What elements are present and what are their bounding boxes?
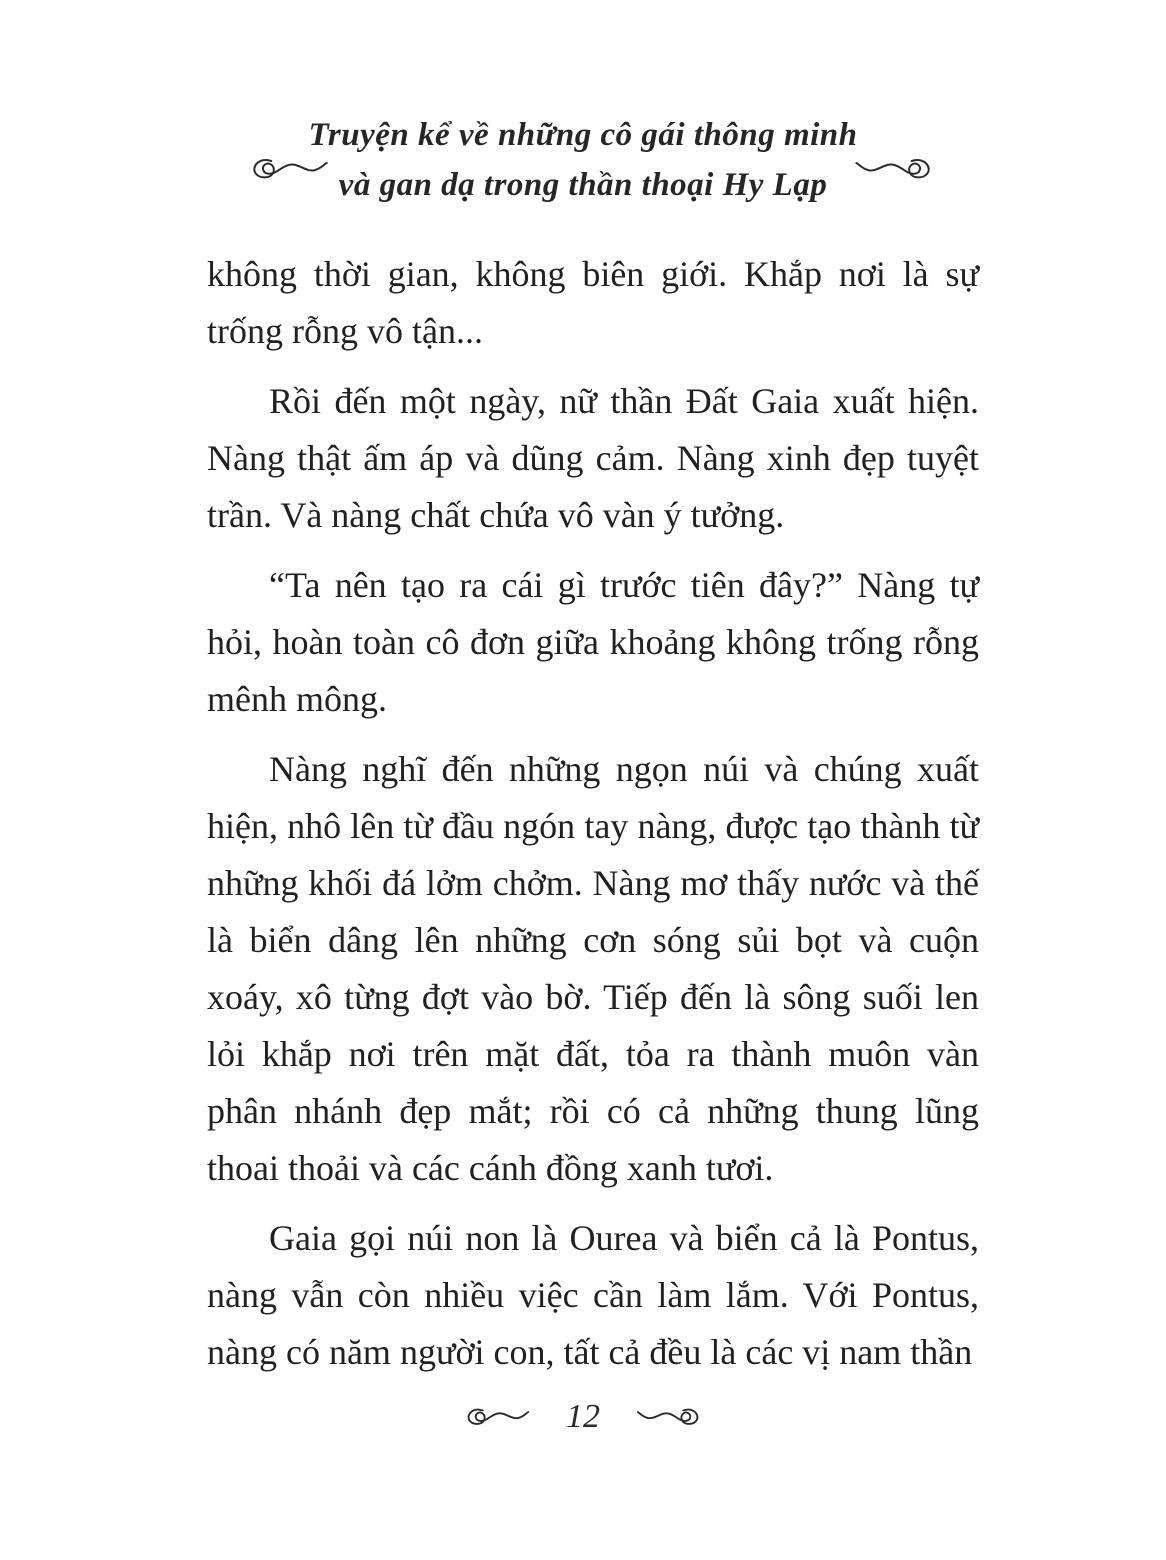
- page-text: [207, 246, 979, 1394]
- book-title-line2: và gan dạ trong thần thoại Hy Lạp: [338, 167, 828, 203]
- page-footer: [0, 1398, 1166, 1436]
- flourish-ornament-icon: [250, 146, 330, 192]
- paragraph: Rồi đến một ngày, nữ thần Đất Gaia xuất hiện. Nàng thật ấm áp và dũng cảm. Nàng xinh đẹp tuyệt trần. Và nàng chất chứa vô vàn ý tưởng.: [207, 381, 979, 535]
- flourish-ornament-icon: [853, 146, 933, 192]
- paragraph: Gaia gọi núi non là Ourea và biển cả là Pontus, nàng vẫn còn nhiều việc cần làm lắm. Với Pontus, nàng có năm người con, tất cả đều là các vị nam thần: [207, 1218, 979, 1372]
- flourish-ornament-icon: [465, 1404, 531, 1430]
- paragraph: Nàng nghĩ đến những ngọn núi và chúng xuất hiện, nhô lên từ đầu ngón tay nàng, được tạo thành từ những khối đá lởm chởm. Nàng mơ thấy nước và thế là biển dâng lên những cơn sóng sủi bọt và cuộn xoáy, xô từng đợt vào bờ. Tiếp đến là sông suối len lỏi khắp nơi trên mặt đất, tỏa ra thành muôn vàn phân nhánh đẹp mắt; rồi có cả những thung lũng thoai thoải và các cánh đồng xanh tươi.: [207, 749, 979, 1188]
- flourish-ornament-icon: [635, 1404, 701, 1430]
- running-header: [0, 110, 1166, 210]
- paragraph: “Ta nên tạo ra cái gì trước tiên đây?” Nàng tự hỏi, hoàn toàn cô đơn giữa khoảng không trống rỗng mênh mông.: [207, 565, 979, 719]
- book-title-line1: Truyện kể về những cô gái thông minh: [308, 117, 858, 153]
- page-number: 12: [566, 1398, 600, 1435]
- paragraph: không thời gian, không biên giới. Khắp nơi là sự trống rỗng vô tận...: [207, 254, 979, 351]
